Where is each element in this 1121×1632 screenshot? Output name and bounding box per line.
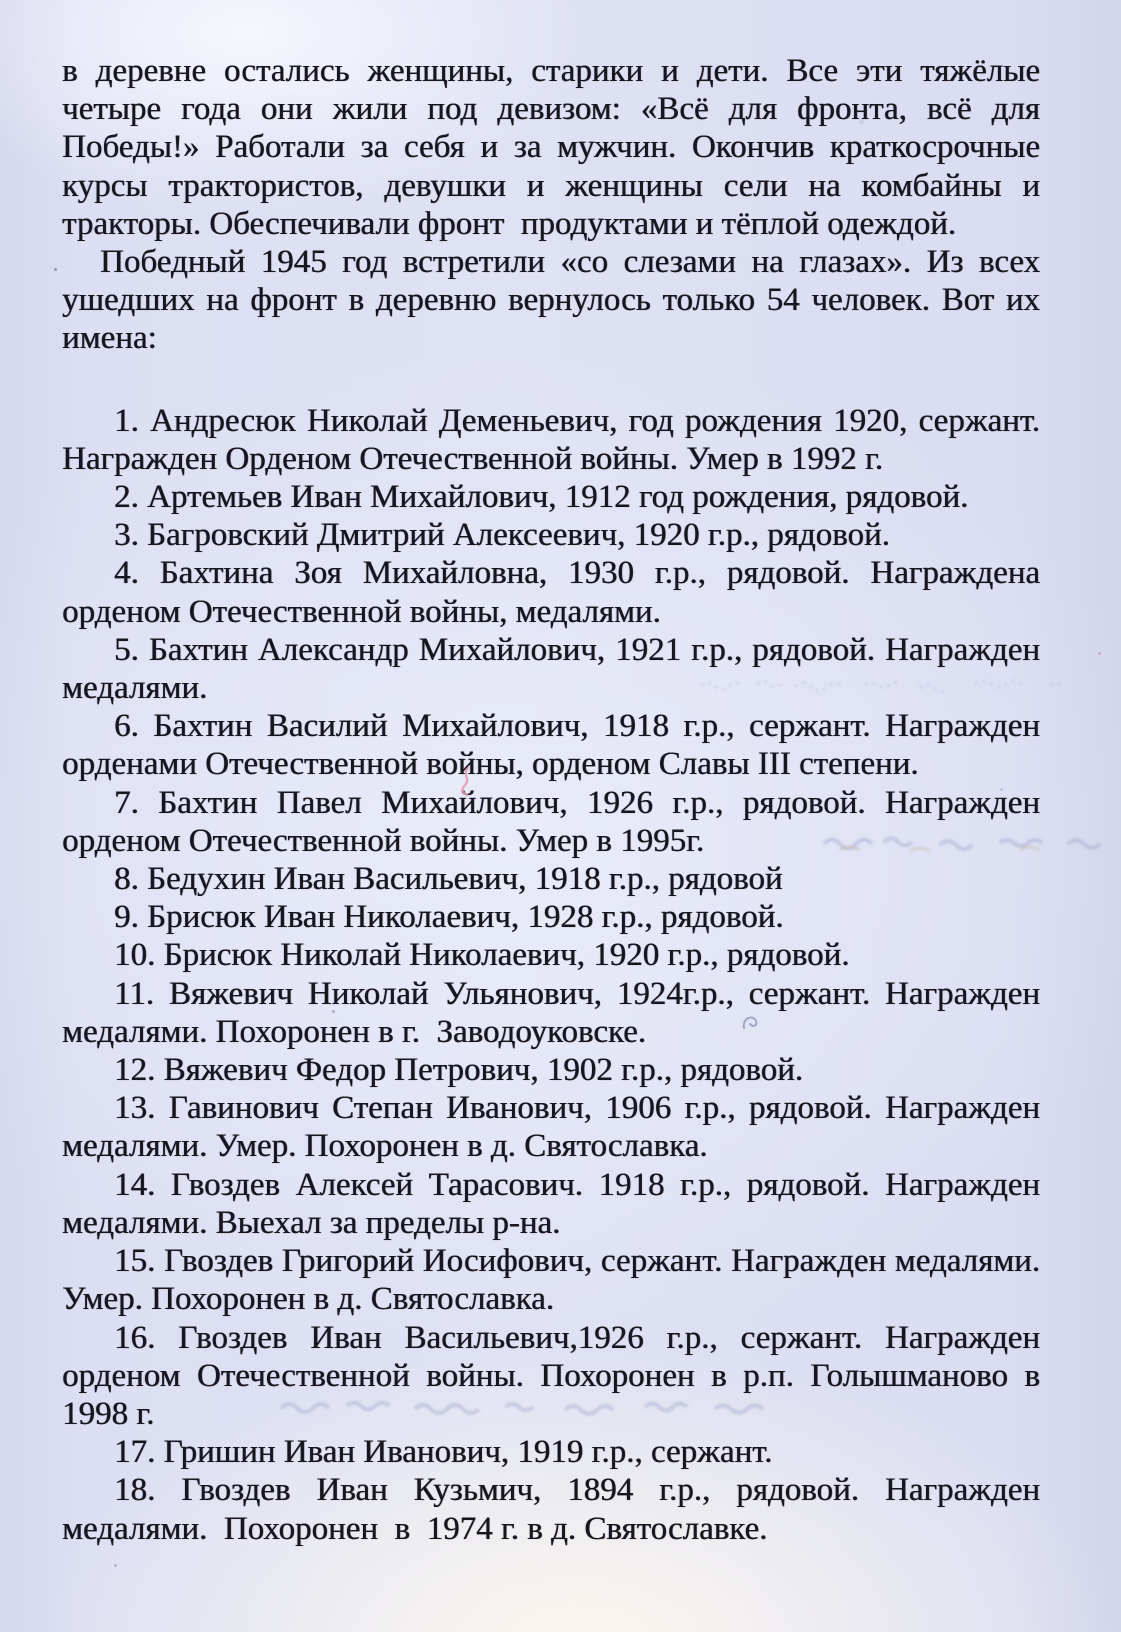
text-line: 1998 г. [62, 1395, 155, 1432]
text-line: 1. Андресюк Николай Деменьевич, год рождения 1920, сержант. [114, 402, 1040, 439]
scan-speck-artifacts [54, 268, 57, 271]
text-line: орденом Отечественной войны. Умер в 1995г. [62, 822, 705, 859]
text-line: 18. Гвоздев Иван Кузьмич, 1894 г.р., рядовой. Награжден [114, 1472, 1040, 1509]
text-line: Победы!» Работали за себя и за мужчин. Окончив краткосрочные [62, 129, 1040, 166]
text-line: медалями. [62, 670, 208, 707]
text-line: 6. Бахтин Василий Михайлович, 1918 г.р., сержант. Награжден [114, 708, 1040, 745]
text-line: 11. Вяжевич Николай Ульянович, 1924г.р., сержант. Награжден [114, 975, 1040, 1012]
text-line: 15. Гвоздев Григорий Иосифович, сержант. Награжден медалями. [114, 1243, 1040, 1280]
text-line: 16. Гвоздев Иван Васильевич,1926 г.р., сержант. Награжден [114, 1319, 1040, 1356]
text-line: медалями. Похоронен в г. Заводоуковске. [62, 1013, 646, 1050]
text-line: 10. Брисюк Николай Николаевич, 1920 г.р., рядовой. [114, 937, 850, 974]
text-line: 3. Багровский Дмитрий Алексеевич, 1920 г.р., рядовой. [114, 517, 890, 554]
text-line: медалями. Умер. Похоронен в д. Святославка. [62, 1128, 708, 1165]
text-line: курсы трактористов, девушки и женщины сели на комбайны и [62, 167, 1040, 204]
text-line: орденом Отечественной войны. Похоронен в р.п. Голышманово в [62, 1357, 1040, 1394]
text-line: 12. Вяжевич Федор Петрович, 1902 г.р., рядовой. [114, 1052, 804, 1089]
text-line: 13. Гавинович Степан Иванович, 1906 г.р., рядовой. Награжден [114, 1090, 1040, 1127]
text-line: орденом Отечественной войны, медалями. [62, 593, 661, 630]
text-line: 4. Бахтина Зоя Михайловна, 1930 г.р., рядовой. Награждена [114, 555, 1040, 592]
text-line: 14. Гвоздев Алексей Тарасович. 1918 г.р., рядовой. Награжден [114, 1166, 1040, 1203]
text-line: Победный 1945 год встретили «со слезами на глазах». Из всех [100, 244, 1040, 281]
text-line: тракторы. Обеспечивали фронт продуктами и тёплой одеждой. [62, 205, 957, 242]
text-line: ушедших на фронт в деревню вернулось только 54 человек. Вот их [62, 282, 1040, 319]
text-line: 8. Бедухин Иван Васильевич, 1918 г.р., рядовой [114, 861, 783, 898]
text-line: орденами Отечественной войны, орденом Славы III степени. [62, 746, 919, 783]
text-line: Умер. Похоронен в д. Святославка. [62, 1281, 555, 1318]
text-line: медалями. Похоронен в 1974 г. в д. Святославке. [62, 1510, 768, 1547]
text-line: 2. Артемьев Иван Михайлович, 1912 год рождения, рядовой. [114, 479, 969, 516]
text-line: Награжден Орденом Отечественной войны. Умер в 1992 г. [62, 440, 884, 477]
text-line: медалями. Выехал за пределы р-на. [62, 1204, 561, 1241]
text-line: четыре года они жили под девизом: «Всё для фронта, всё для [62, 91, 1040, 128]
document-text [62, 52, 1040, 1548]
text-line: 7. Бахтин Павел Михайлович, 1926 г.р., рядовой. Награжден [114, 784, 1040, 821]
text-line: 9. Брисюк Иван Николаевич, 1928 г.р., рядовой. [114, 899, 784, 936]
text-line: в деревне остались женщины, старики и дети. Все эти тяжёлые [62, 53, 1040, 89]
text-line: имена: [62, 320, 157, 357]
text-line: 17. Гришин Иван Иванович, 1919 г.р., сержант. [114, 1434, 773, 1471]
text-line: 5. Бахтин Александр Михайлович, 1921 г.р., рядовой. Награжден [114, 631, 1040, 668]
